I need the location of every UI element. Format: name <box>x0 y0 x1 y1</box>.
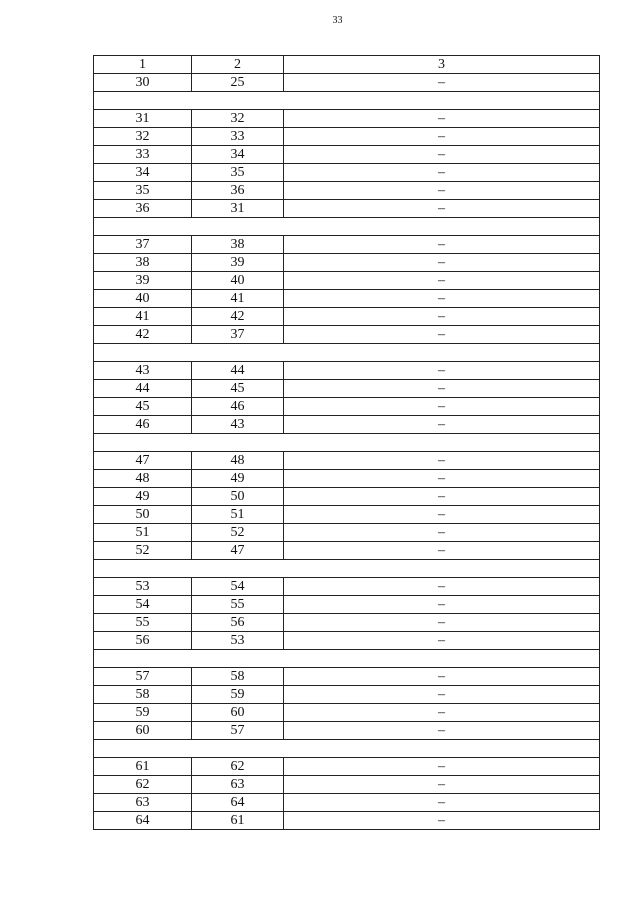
table-cell-col1: 33 <box>94 146 192 164</box>
table-cell-col3: – <box>284 686 600 704</box>
table-cell-col3: – <box>284 614 600 632</box>
table-cell-col1: 60 <box>94 722 192 740</box>
table-cell-col1: 49 <box>94 488 192 506</box>
table-cell-col1: 53 <box>94 578 192 596</box>
table-cell-col1: 39 <box>94 272 192 290</box>
table-cell-col2: 47 <box>192 542 284 560</box>
table-cell-col2: 61 <box>192 812 284 830</box>
table-row <box>94 470 600 488</box>
table-cell-col2: 59 <box>192 686 284 704</box>
data-table <box>93 55 600 830</box>
table-cell-col2: 33 <box>192 128 284 146</box>
table-row <box>94 542 600 560</box>
table-cell-col1: 61 <box>94 758 192 776</box>
table-cell-col2: 53 <box>192 632 284 650</box>
table-cell-col2: 35 <box>192 164 284 182</box>
table-cell-col3: – <box>284 488 600 506</box>
header-cell-1: 1 <box>94 56 192 74</box>
table-cell-col3: – <box>284 524 600 542</box>
table-cell-col2: 48 <box>192 452 284 470</box>
table-cell-col1: 59 <box>94 704 192 722</box>
table-row <box>94 668 600 686</box>
table-cell-col3: – <box>284 128 600 146</box>
table-cell-col1: 62 <box>94 776 192 794</box>
table-cell-col3: – <box>284 164 600 182</box>
table-row <box>94 182 600 200</box>
separator-cell <box>94 92 600 110</box>
table-cell-col1: 46 <box>94 416 192 434</box>
page-number: 33 <box>332 15 343 26</box>
table-cell-col3: – <box>284 362 600 380</box>
table-cell-col3: – <box>284 452 600 470</box>
table-row <box>94 236 600 254</box>
separator-cell <box>94 218 600 236</box>
table-cell-col1: 41 <box>94 308 192 326</box>
separator-cell <box>94 740 600 758</box>
table-row <box>94 812 600 830</box>
table-row <box>94 776 600 794</box>
table-cell-col1: 63 <box>94 794 192 812</box>
table-cell-col2: 34 <box>192 146 284 164</box>
table-separator-row <box>94 560 600 578</box>
table-row <box>94 308 600 326</box>
table-cell-col2: 40 <box>192 272 284 290</box>
table-row <box>94 362 600 380</box>
table-cell-col2: 51 <box>192 506 284 524</box>
table-cell-col1: 35 <box>94 182 192 200</box>
table-row <box>94 524 600 542</box>
table-cell-col2: 58 <box>192 668 284 686</box>
table-cell-col1: 64 <box>94 812 192 830</box>
table-cell-col3: – <box>284 758 600 776</box>
table-cell-col2: 41 <box>192 290 284 308</box>
table-cell-col3: – <box>284 596 600 614</box>
table-cell-col2: 50 <box>192 488 284 506</box>
table-cell-col2: 36 <box>192 182 284 200</box>
table-cell-col3: – <box>284 272 600 290</box>
table-row <box>94 596 600 614</box>
table-cell-col3: – <box>284 200 600 218</box>
header-cell-2: 2 <box>192 56 284 74</box>
table-cell-col3: – <box>284 704 600 722</box>
table-cell-col1: 45 <box>94 398 192 416</box>
table-cell-col3: – <box>284 146 600 164</box>
table-header-row <box>94 56 600 74</box>
table-separator-row <box>94 740 600 758</box>
table-cell-col3: – <box>284 308 600 326</box>
separator-cell <box>94 344 600 362</box>
table-cell-col2: 42 <box>192 308 284 326</box>
table-cell-col3: – <box>284 776 600 794</box>
table-row <box>94 164 600 182</box>
table-separator-row <box>94 344 600 362</box>
table-cell-col2: 49 <box>192 470 284 488</box>
table-row <box>94 254 600 272</box>
table-cell-col2: 43 <box>192 416 284 434</box>
table-row <box>94 632 600 650</box>
table-cell-col3: – <box>284 470 600 488</box>
table-cell-col1: 30 <box>94 74 192 92</box>
table-cell-col3: – <box>284 722 600 740</box>
table-cell-col3: – <box>284 794 600 812</box>
table-cell-col1: 57 <box>94 668 192 686</box>
table-cell-col2: 44 <box>192 362 284 380</box>
table-cell-col1: 42 <box>94 326 192 344</box>
table-cell-col1: 44 <box>94 380 192 398</box>
table-row <box>94 272 600 290</box>
table-row <box>94 686 600 704</box>
table-cell-col1: 32 <box>94 128 192 146</box>
table-row <box>94 128 600 146</box>
table-cell-col1: 34 <box>94 164 192 182</box>
table-cell-col2: 32 <box>192 110 284 128</box>
table-cell-col1: 36 <box>94 200 192 218</box>
table-cell-col2: 25 <box>192 74 284 92</box>
table-cell-col3: – <box>284 380 600 398</box>
table-cell-col2: 46 <box>192 398 284 416</box>
table-row <box>94 794 600 812</box>
table-cell-col2: 39 <box>192 254 284 272</box>
table-row <box>94 416 600 434</box>
table-cell-col2: 31 <box>192 200 284 218</box>
table-row <box>94 326 600 344</box>
table-cell-col3: – <box>284 668 600 686</box>
table-cell-col1: 48 <box>94 470 192 488</box>
table-cell-col1: 55 <box>94 614 192 632</box>
table-separator-row <box>94 434 600 452</box>
table-cell-col3: – <box>284 290 600 308</box>
table-row <box>94 488 600 506</box>
table-cell-col3: – <box>284 182 600 200</box>
separator-cell <box>94 650 600 668</box>
table-cell-col3: – <box>284 254 600 272</box>
table-cell-col1: 50 <box>94 506 192 524</box>
table-cell-col1: 52 <box>94 542 192 560</box>
table-separator-row <box>94 650 600 668</box>
table-cell-col1: 56 <box>94 632 192 650</box>
table-row <box>94 614 600 632</box>
table-cell-col2: 54 <box>192 578 284 596</box>
table-cell-col1: 31 <box>94 110 192 128</box>
separator-cell <box>94 434 600 452</box>
table-row <box>94 704 600 722</box>
header-cell-3: 3 <box>284 56 600 74</box>
table-row <box>94 74 600 92</box>
table-cell-col3: – <box>284 326 600 344</box>
table-cell-col3: – <box>284 236 600 254</box>
table-cell-col2: 62 <box>192 758 284 776</box>
table-cell-col1: 38 <box>94 254 192 272</box>
table-cell-col2: 38 <box>192 236 284 254</box>
separator-cell <box>94 560 600 578</box>
table-cell-col3: – <box>284 578 600 596</box>
table-cell-col3: – <box>284 398 600 416</box>
table-cell-col2: 55 <box>192 596 284 614</box>
table-cell-col3: – <box>284 74 600 92</box>
table-row <box>94 200 600 218</box>
table-row <box>94 506 600 524</box>
table-cell-col1: 37 <box>94 236 192 254</box>
table-row <box>94 380 600 398</box>
table-cell-col1: 43 <box>94 362 192 380</box>
table-cell-col3: – <box>284 110 600 128</box>
table-cell-col1: 40 <box>94 290 192 308</box>
table-cell-col2: 56 <box>192 614 284 632</box>
table-cell-col2: 63 <box>192 776 284 794</box>
table-cell-col2: 60 <box>192 704 284 722</box>
table-body <box>94 56 600 830</box>
table-cell-col3: – <box>284 506 600 524</box>
table-cell-col2: 57 <box>192 722 284 740</box>
table-row <box>94 110 600 128</box>
table-row <box>94 146 600 164</box>
table-cell-col1: 51 <box>94 524 192 542</box>
table-cell-col2: 64 <box>192 794 284 812</box>
table-cell-col1: 54 <box>94 596 192 614</box>
table-cell-col2: 37 <box>192 326 284 344</box>
table-cell-col3: – <box>284 632 600 650</box>
table-row <box>94 758 600 776</box>
table-row <box>94 578 600 596</box>
table-separator-row <box>94 218 600 236</box>
table-cell-col2: 45 <box>192 380 284 398</box>
table-row <box>94 722 600 740</box>
table-cell-col1: 47 <box>94 452 192 470</box>
table-cell-col3: – <box>284 542 600 560</box>
table-cell-col2: 52 <box>192 524 284 542</box>
table-separator-row <box>94 92 600 110</box>
table-row <box>94 398 600 416</box>
table-row <box>94 290 600 308</box>
table-cell-col3: – <box>284 812 600 830</box>
table-cell-col1: 58 <box>94 686 192 704</box>
table-cell-col3: – <box>284 416 600 434</box>
table-row <box>94 452 600 470</box>
